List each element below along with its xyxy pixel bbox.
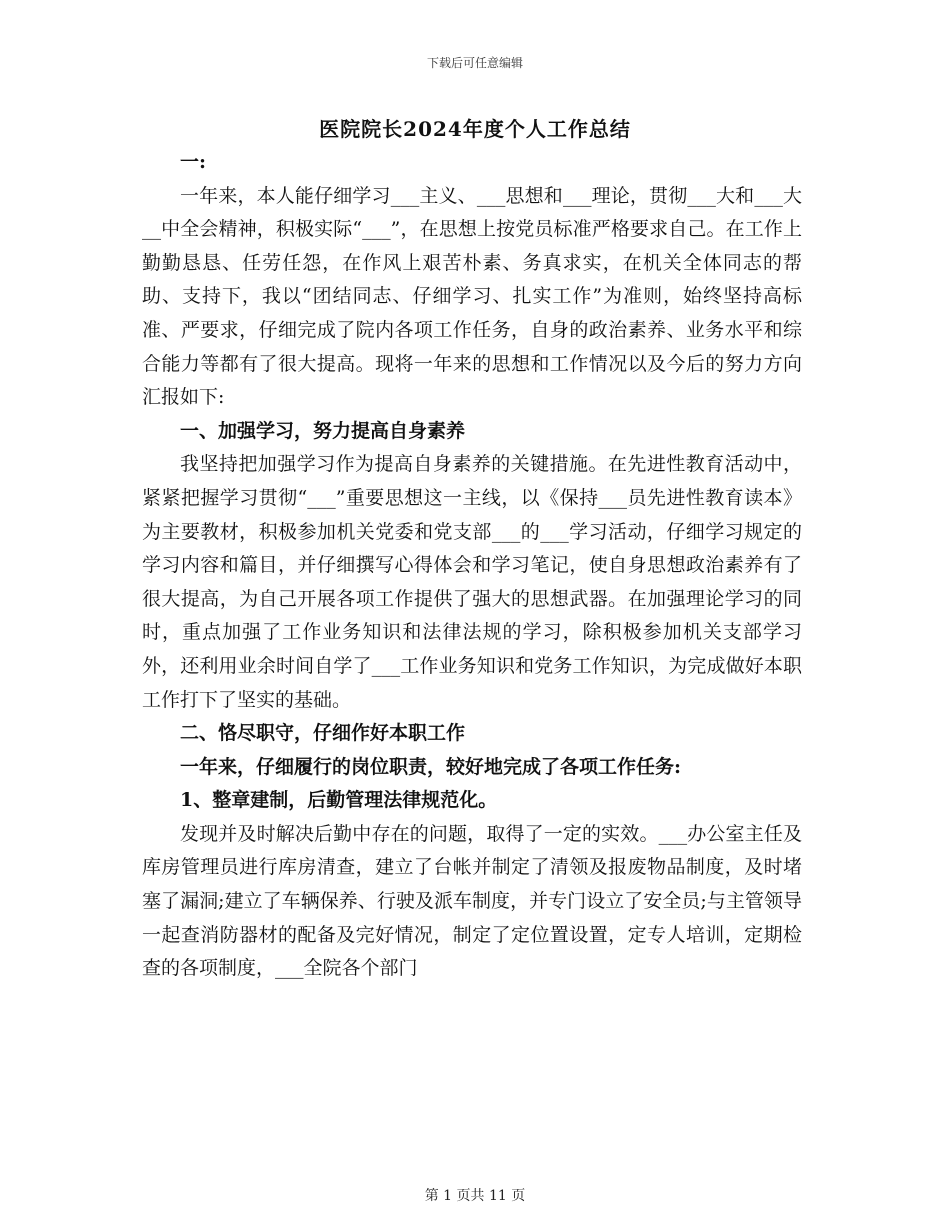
section-heading-study: 一、加强学习，努力提高自身素养	[180, 419, 466, 442]
subheading-regulations: 1、整章建制，后勤管理法律规范化。	[180, 789, 498, 812]
page-number: 第 1 页共 11 页	[424, 1188, 526, 1204]
document-title: 医院院长2024年度个人工作总结	[319, 117, 631, 141]
intro-paragraph: 一年来，本人能仔细学习___主义、___思想和___理论，贯彻___大和___大__中全会精神，积极实际“___”，在思想上按党员标准严格要求自己。在工作上勤勤恳恳、任劳任怨，在作风上艰苦朴素、务真求实，在机关全体同志的帮助、支持下，我以“团结同志、仔细学习、扎实工作”为准则，始终坚持高标准、严要求，仔细完成了院内各项工作任务，自身的政治素养、业务水平和综合能力等都有了很大提高。现将一年来的思想和工作情况以及今后的努力方向汇报如下:	[142, 184, 802, 409]
duty-summary: 一年来，仔细履行的岗位职责，较好地完成了各项工作任务:	[180, 755, 682, 778]
page-header-note: 下载后可任意编辑	[426, 56, 523, 70]
regulations-paragraph: 发现并及时解决后勤中存在的问题，取得了一定的实效。___办公室主任及库房管理员进行库房清查，建立了台帐并制定了清领及报废物品制度，及时堵塞了漏洞;建立了车辆保养、行驶及派车制度，并专门设立了安全员;与主管领导一起查消防器材的配备及完好情况，制定了定位置设置，定专人培训，定期检查的各项制度，___全院各个部门	[142, 822, 802, 980]
study-paragraph: 我坚持把加强学习作为提高自身素养的关键措施。在先进性教育活动中，紧紧把握学习贯彻“___”重要思想这一主线，以《保持___员先进性教育读本》为主要教材，积极参加机关党委和党支部___的___学习活动，仔细学习规定的学习内容和篇目，并仔细撰写心得体会和学习笔记，使自身思想政治素养有了很大提高，为自己开展各项工作提供了强大的思想武器。在加强理论学习的同时，重点加强了工作业务知识和法律法规的学习，除积极参加机关支部学习外，还利用业余时间自学了___工作业务知识和党务工作知识，为完成做好本职工作打下了坚实的基础。	[142, 453, 802, 711]
document-body	[142, 146, 802, 986]
section-heading-duty: 二、恪尽职守，仔细作好本职工作	[180, 722, 466, 745]
section-label: 一:	[180, 151, 207, 173]
